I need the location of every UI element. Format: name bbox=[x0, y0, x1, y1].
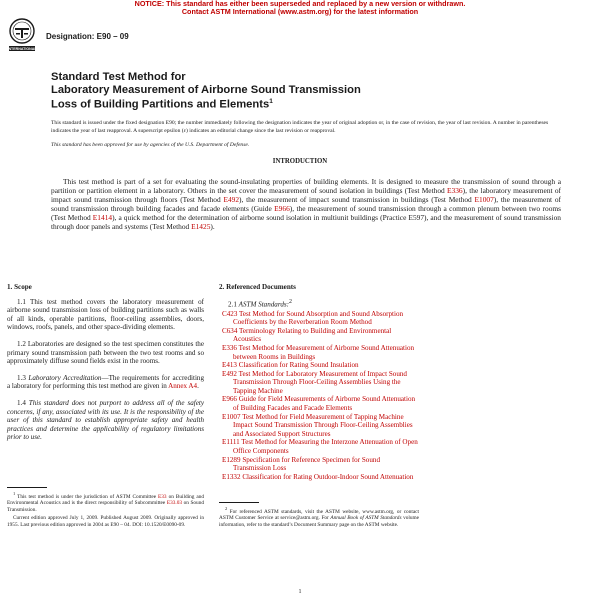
approval-note: This standard has been approved for use by agencies of the U.S. Department of Defense. bbox=[51, 142, 250, 148]
reference-item[interactable] bbox=[222, 395, 419, 412]
astm-logo-icon bbox=[7, 18, 37, 54]
introduction-heading: INTRODUCTION bbox=[272, 158, 328, 165]
reference-code[interactable]: E1007 bbox=[222, 412, 241, 421]
footnote-2-text bbox=[219, 506, 419, 529]
footnote-2 bbox=[219, 506, 419, 529]
reference-item[interactable] bbox=[222, 310, 419, 327]
intro-text: ). bbox=[210, 222, 215, 232]
notice-line-2: Contact ASTM International (www.astm.org) for the latest information bbox=[181, 7, 419, 17]
intro-link-e1425[interactable]: E1425 bbox=[191, 222, 211, 232]
annex-a4-link[interactable]: Annex A4 bbox=[168, 382, 198, 391]
reference-title[interactable]: Terminology Relating to Building and Environmental Acoustics bbox=[233, 326, 392, 344]
footnote-1-edition: Current edition approved July 1, 2009. Published August 2009. Originally approved in 1955. Last previous edition approved in 2004 as E90 – 04. DOI: 10.1520/E0090-09. bbox=[7, 514, 204, 528]
intro-text: ), the laboratory measurement of impact sound transmission through floors (Test Method bbox=[51, 186, 562, 205]
reference-title[interactable]: Test Method for Measurement of Airborne Sound Attenuation between Rooms in Buildings bbox=[233, 343, 415, 361]
page-number: 1 bbox=[298, 589, 302, 595]
intro-link-e1414[interactable]: E1414 bbox=[92, 213, 113, 223]
scope-paragraph-1-3 bbox=[7, 374, 204, 391]
reference-code[interactable]: C423 bbox=[222, 309, 238, 318]
scope-paragraph-1-1: 1.1 This test method covers the laboratory measurement of airborne sound transmission loss of building partitions such as walls of all kinds, operable partitions, floor-ceiling assemblies, doors, windows, roofs, panels, and other space-dividing elements. bbox=[7, 297, 204, 332]
committee-e33-link[interactable]: E33 bbox=[158, 493, 167, 500]
footnote-2-end: volume information, refer to the standard’s Document Summary page on the ASTM website. bbox=[219, 515, 419, 529]
reference-title[interactable]: Specification for Reference Specimen for Sound Transmission Loss bbox=[233, 455, 380, 473]
designation: Designation: E90 – 09 bbox=[46, 32, 129, 41]
astm-logo bbox=[7, 18, 37, 54]
reference-code[interactable]: E492 bbox=[222, 369, 237, 378]
title-line-2: Laboratory Measurement of Airborne Sound Transmission bbox=[51, 83, 361, 96]
reference-item[interactable] bbox=[222, 344, 419, 361]
reference-code[interactable]: E1111 bbox=[222, 438, 240, 447]
intro-text: ), the measurement of sound transmission through a common plenum between two rooms (Test Method bbox=[51, 204, 562, 223]
scope-p3-italic: Laboratory Accreditation bbox=[28, 373, 102, 382]
reference-title[interactable]: Test Method for Measuring the Interzone Attenuation of Open Office Components bbox=[233, 438, 418, 456]
introduction-paragraph bbox=[51, 177, 561, 232]
intro-link-e966[interactable]: E966 bbox=[274, 204, 290, 214]
reference-code[interactable]: E1332 bbox=[222, 472, 241, 481]
footnote-1-a: This test method is under the jurisdiction of ASTM Committee bbox=[15, 493, 159, 500]
reference-title[interactable]: Guide for Field Measurements of Airborne Sound Attenuation of Building Facades and Facade Elements bbox=[233, 395, 416, 413]
footnote-1 bbox=[7, 491, 204, 529]
reference-title[interactable]: Test Method for Sound Absorption and Sound Absorption Coefficients by the Reverberation Room Method bbox=[233, 309, 404, 327]
scope-paragraph-1-2: 1.2 Laboratories are designed so the test specimen constitutes the primary sound transmission path between the two test rooms and so approximately diffuse sound fields exist in the rooms. bbox=[7, 339, 204, 366]
scope-heading: 1. Scope bbox=[7, 283, 32, 291]
notice-banner bbox=[0, 0, 600, 17]
scope-p4-prefix: 1.4 bbox=[17, 398, 29, 407]
intro-link-e492[interactable]: E492 bbox=[223, 195, 240, 205]
reference-item[interactable] bbox=[222, 413, 419, 439]
page-title bbox=[51, 71, 361, 112]
intro-link-e1007[interactable]: E1007 bbox=[474, 195, 494, 205]
ref-sub-num: 2.1 bbox=[228, 299, 239, 308]
intro-text: ), a quick method for the determination of airborne sound isolation in multiunit buildings (Practice E597), and the measurement of sound transmission through door panels and systems (Test Method bbox=[51, 213, 562, 232]
notice-line-1: NOTICE: This standard has either been superseded and replaced by a new version or withdrawn. bbox=[134, 0, 466, 8]
footnote-1-b: on Building and Environmental Acoustics and is the direct responsibility of Subcommittee bbox=[7, 493, 204, 507]
reference-item[interactable] bbox=[222, 456, 419, 473]
references-heading: 2. Referenced Documents bbox=[219, 283, 296, 291]
ref-sub-label: ASTM Standards: bbox=[238, 299, 290, 308]
reference-title[interactable]: Classification for Rating Outdoor-Indoor Sound Attenuation bbox=[242, 472, 414, 481]
reference-item[interactable] bbox=[222, 361, 419, 370]
reference-code[interactable]: C634 bbox=[222, 326, 238, 335]
scope-p3-rest: —The requirements for accrediting a laboratory for performing this test method are given in bbox=[7, 373, 205, 391]
title-line-3-text: Loss of Building Partitions and Elements bbox=[51, 98, 270, 111]
title-line-3 bbox=[51, 96, 361, 111]
title-footnote-mark: 1 bbox=[269, 98, 273, 106]
reference-list bbox=[219, 310, 419, 482]
scope-p3-prefix: 1.3 bbox=[17, 373, 29, 382]
reference-title[interactable]: Classification for Rating Sound Insulation bbox=[238, 361, 359, 370]
title-line-1: Standard Test Method for bbox=[51, 71, 186, 83]
footnote-1-c: on Sound Transmission. bbox=[7, 500, 204, 514]
footnote-2-a: For referenced ASTM standards, visit the ASTM website, www.astm.org, or contact ASTM Customer Service at service@astm.org. For bbox=[219, 508, 419, 522]
reference-title[interactable]: Test Method for Field Measurement of Tapping Machine Impact Sound Transmission Through Floor-Ceiling Assemblies and Associated Support Structures bbox=[233, 412, 413, 438]
logo-label: INTERNATIONAL bbox=[7, 47, 37, 51]
footnote-1-mark: 1 bbox=[13, 491, 16, 496]
reference-item[interactable] bbox=[222, 438, 419, 455]
referenced-documents-section bbox=[219, 283, 419, 481]
intro-text: ), the measurement of sound transmission through building facades and facade elements (Guide bbox=[51, 195, 562, 214]
reference-code[interactable]: E413 bbox=[222, 361, 237, 370]
astm-standards-subheading bbox=[228, 298, 419, 309]
reference-item[interactable] bbox=[222, 370, 419, 396]
reference-item[interactable] bbox=[222, 327, 419, 344]
footnote-2-mark: 2 bbox=[225, 506, 228, 511]
footnote-1-text bbox=[7, 491, 204, 514]
reference-code[interactable]: E336 bbox=[222, 343, 237, 352]
footnote-2-italic: Annual Book of ASTM Standards bbox=[330, 515, 402, 522]
scope-p4-italic: This standard does not purport to address all of the safety concerns, if any, associated with its use. It is the responsibility of the user of this standard to establish appropriate safety and health practices and determine the applicability of regulatory limitations prior to use. bbox=[7, 398, 204, 442]
scope-section bbox=[7, 283, 204, 450]
ref-sub-footnote-mark: 2 bbox=[289, 298, 292, 305]
intro-link-e336[interactable]: E336 bbox=[447, 186, 463, 196]
reference-item[interactable] bbox=[222, 473, 419, 482]
reference-code[interactable]: E966 bbox=[222, 395, 237, 404]
scope-paragraph-1-4 bbox=[7, 399, 204, 442]
reference-title[interactable]: Test Method for Laboratory Measurement of Impact Sound Transmission Through Floor-Ceiling Assemblies Using the Tapping Machine bbox=[233, 369, 407, 395]
intro-text: ), the measurement of impact sound transmission in buildings (Test Method bbox=[239, 195, 475, 205]
standard-note: This standard is issued under the fixed designation E90; the number immediately following the designation indicates the year of original adoption or, in the case of revision, the year of last revision. A number in parentheses indicates the year of last reapproval. A superscript epsilon (ε) indicates an editorial change since the last revision or reapproval. bbox=[51, 120, 549, 134]
reference-code[interactable]: E1289 bbox=[222, 455, 241, 464]
footnote-divider bbox=[219, 502, 259, 503]
footnote-divider bbox=[7, 487, 47, 488]
subcommittee-e33-03-link[interactable]: E33.03 bbox=[166, 500, 182, 507]
intro-text: This test method is part of a set for evaluating the sound-insulating properties of building elements. It is designed to measure the transmission of sound through a partition or partition element in a laboratory. Others in the set cover the measurement of sound isolation in buildings (Test Method bbox=[51, 177, 561, 196]
scope-p3-end: . bbox=[197, 382, 199, 391]
